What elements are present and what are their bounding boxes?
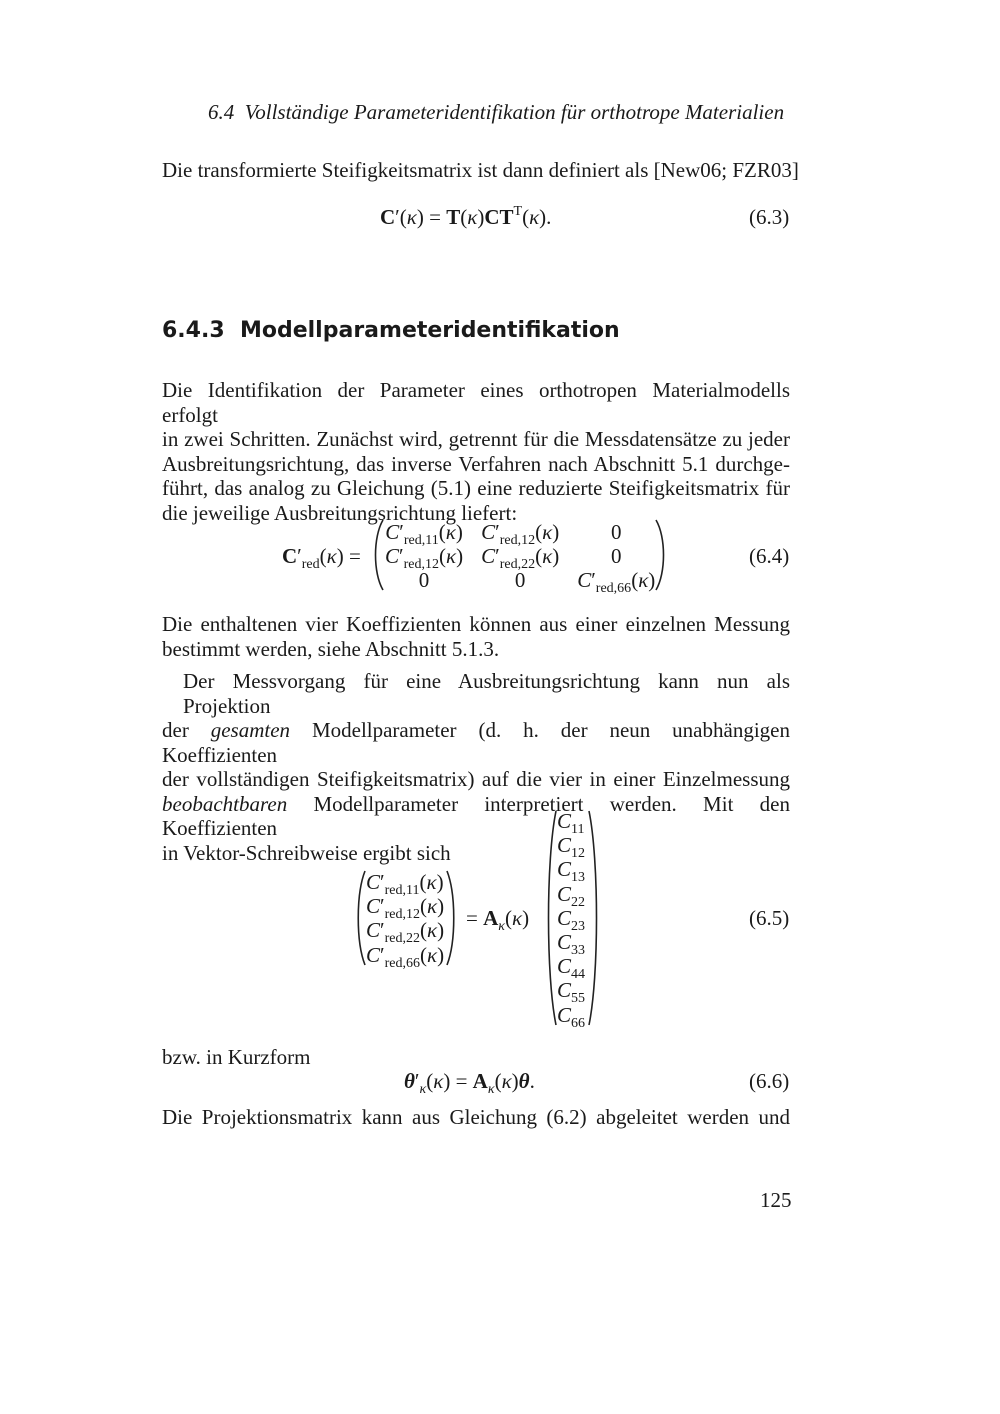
paragraph-1-line: Ausbreitungsrichtung, das inverse Verfahren nach Abschnitt 5.1 durchge-: [162, 451, 790, 476]
rhs-vector-entry: $C_{12}$: [557, 833, 586, 862]
text-span: Modellparameter (d. h. der neun unabhängigen Koeffizienten: [162, 718, 790, 767]
lhs-vector-entry: $C'_{red,66}(\kappa)$: [366, 942, 445, 971]
matrix-cell: 0: [610, 544, 622, 568]
subsection-title: Modellparameteridentifikation: [239, 318, 620, 343]
lhs-vector-right-paren: [445, 870, 457, 966]
matrix-cell: $C'_{red,12}(\kappa)$: [385, 544, 464, 572]
matrix-row: [376, 568, 664, 592]
rhs-vector-entry: $C_{55}$: [557, 978, 586, 1007]
lhs-vector: [366, 870, 445, 971]
paragraph-1-line: die jeweilige Ausbreitungsrichtung liefert:: [162, 500, 518, 525]
paragraph-1-line: führt, das analog zu Gleichung (5.1) eine reduzierte Steifigkeitsmatrix für: [162, 476, 790, 500]
equation-6-5-operator: = $A_\kappa(\kappa)$: [466, 906, 530, 934]
paragraph-1-line: Die Identifikation der Parameter eines orthotropen Materialmodells erfolgt: [162, 378, 790, 427]
matrix-row: [376, 544, 664, 568]
paragraph-2-line: bestimmt werden, siehe Abschnitt 5.1.3.: [162, 636, 500, 661]
paragraph-1: [162, 378, 790, 525]
rhs-vector-entry: $C_{44}$: [557, 954, 586, 983]
header-section-number: 6.4: [208, 100, 235, 124]
paragraph-3-line: in Vektor-Schreibweise ergibt sich: [162, 840, 451, 865]
paragraph-3-line: der vollständigen Steifigkeitsmatrix) auf die vier in einer Einzelmessung: [162, 767, 790, 791]
short-form-text: bzw. in Kurzform: [162, 1045, 311, 1069]
matrix-cell: $C'_{red,11}(\kappa)$: [385, 520, 463, 548]
rhs-vector-entry: $C_{23}$: [557, 905, 586, 934]
equation-6-3: $C'(\kappa) = T(\kappa)CT^T(\kappa)$.: [380, 204, 552, 229]
emphasis-gesamten: gesamten: [210, 718, 291, 742]
paragraph-3: [162, 669, 790, 865]
paragraph-3-line: [162, 718, 790, 767]
subsection-heading: [162, 318, 620, 343]
paragraph-1-line: in zwei Schritten. Zunächst wird, getrennt für die Messdatensätze zu jeder: [162, 427, 790, 451]
rhs-vector-entry: $C_{13}$: [557, 857, 586, 886]
equation-6-5-number: (6.5): [749, 906, 790, 930]
matrix-cell: $C'_{red,66}(\kappa)$: [577, 568, 656, 596]
running-header: [208, 100, 784, 125]
paragraph-2: [162, 612, 790, 661]
header-section-title: Vollständige Parameteridentifikation für orthotrope Materialien: [244, 100, 785, 124]
text-span: Modellparameter interpretiert werden. Mit den Koeffizienten: [162, 791, 790, 840]
paragraph-2-line: Die enthaltenen vier Koeffizienten können aus einer einzelnen Messung: [162, 612, 790, 636]
equation-6-6-number: (6.6): [749, 1069, 790, 1093]
matrix-cell: $C'_{red,12}(\kappa)$: [481, 520, 560, 548]
lhs-vector-entry: $C'_{red,11}(\kappa)$: [366, 870, 444, 898]
equation-6-3-number: (6.3): [749, 205, 790, 229]
paragraph-3-line: [162, 792, 790, 841]
last-line: Die Projektionsmatrix kann aus Gleichung (6.2) abgeleitet werden und: [162, 1105, 790, 1129]
rhs-vector-entry: $C_{22}$: [557, 881, 586, 910]
subsection-number: 6.4.3: [162, 318, 225, 343]
matrix-cell: 0: [514, 568, 526, 592]
matrix-cell: 0: [418, 568, 430, 592]
page-number: 125: [760, 1188, 792, 1212]
rhs-vector-entry: $C_{66}$: [557, 1002, 586, 1031]
matrix-cell: $C'_{red,22}(\kappa)$: [481, 544, 560, 572]
intro-text: Die transformierte Steifigkeitsmatrix ist dann definiert als [New06; FZR03]: [162, 158, 799, 182]
lhs-vector-entry: $C'_{red,22}(\kappa)$: [366, 918, 445, 947]
equation-6-4-matrix: [376, 520, 664, 596]
lhs-vector-entry: $C'_{red,12}(\kappa)$: [366, 894, 445, 923]
equation-6-6: $\theta'_\kappa(\kappa) = A_\kappa(\kappa)\theta$.: [404, 1069, 535, 1097]
emphasis-beobachtbaren: beobachtbaren: [162, 791, 288, 816]
equation-6-4-lhs: $C'_{red}(\kappa)$ =: [282, 544, 361, 572]
paragraph-3-line: Der Messvorgang für eine Ausbreitungsrichtung kann nun als Projektion: [183, 669, 790, 718]
equation-6-4-number: (6.4): [749, 544, 790, 568]
rhs-vector-entry: $C_{11}$: [557, 809, 585, 837]
rhs-vector-right-paren: [587, 810, 599, 1026]
text-span: der: [162, 718, 211, 742]
rhs-vector: [557, 809, 586, 1031]
matrix-cell: 0: [610, 520, 622, 544]
rhs-vector-entry: $C_{33}$: [557, 930, 586, 959]
matrix-row: [376, 520, 664, 544]
matrix-right-paren: [654, 519, 668, 591]
